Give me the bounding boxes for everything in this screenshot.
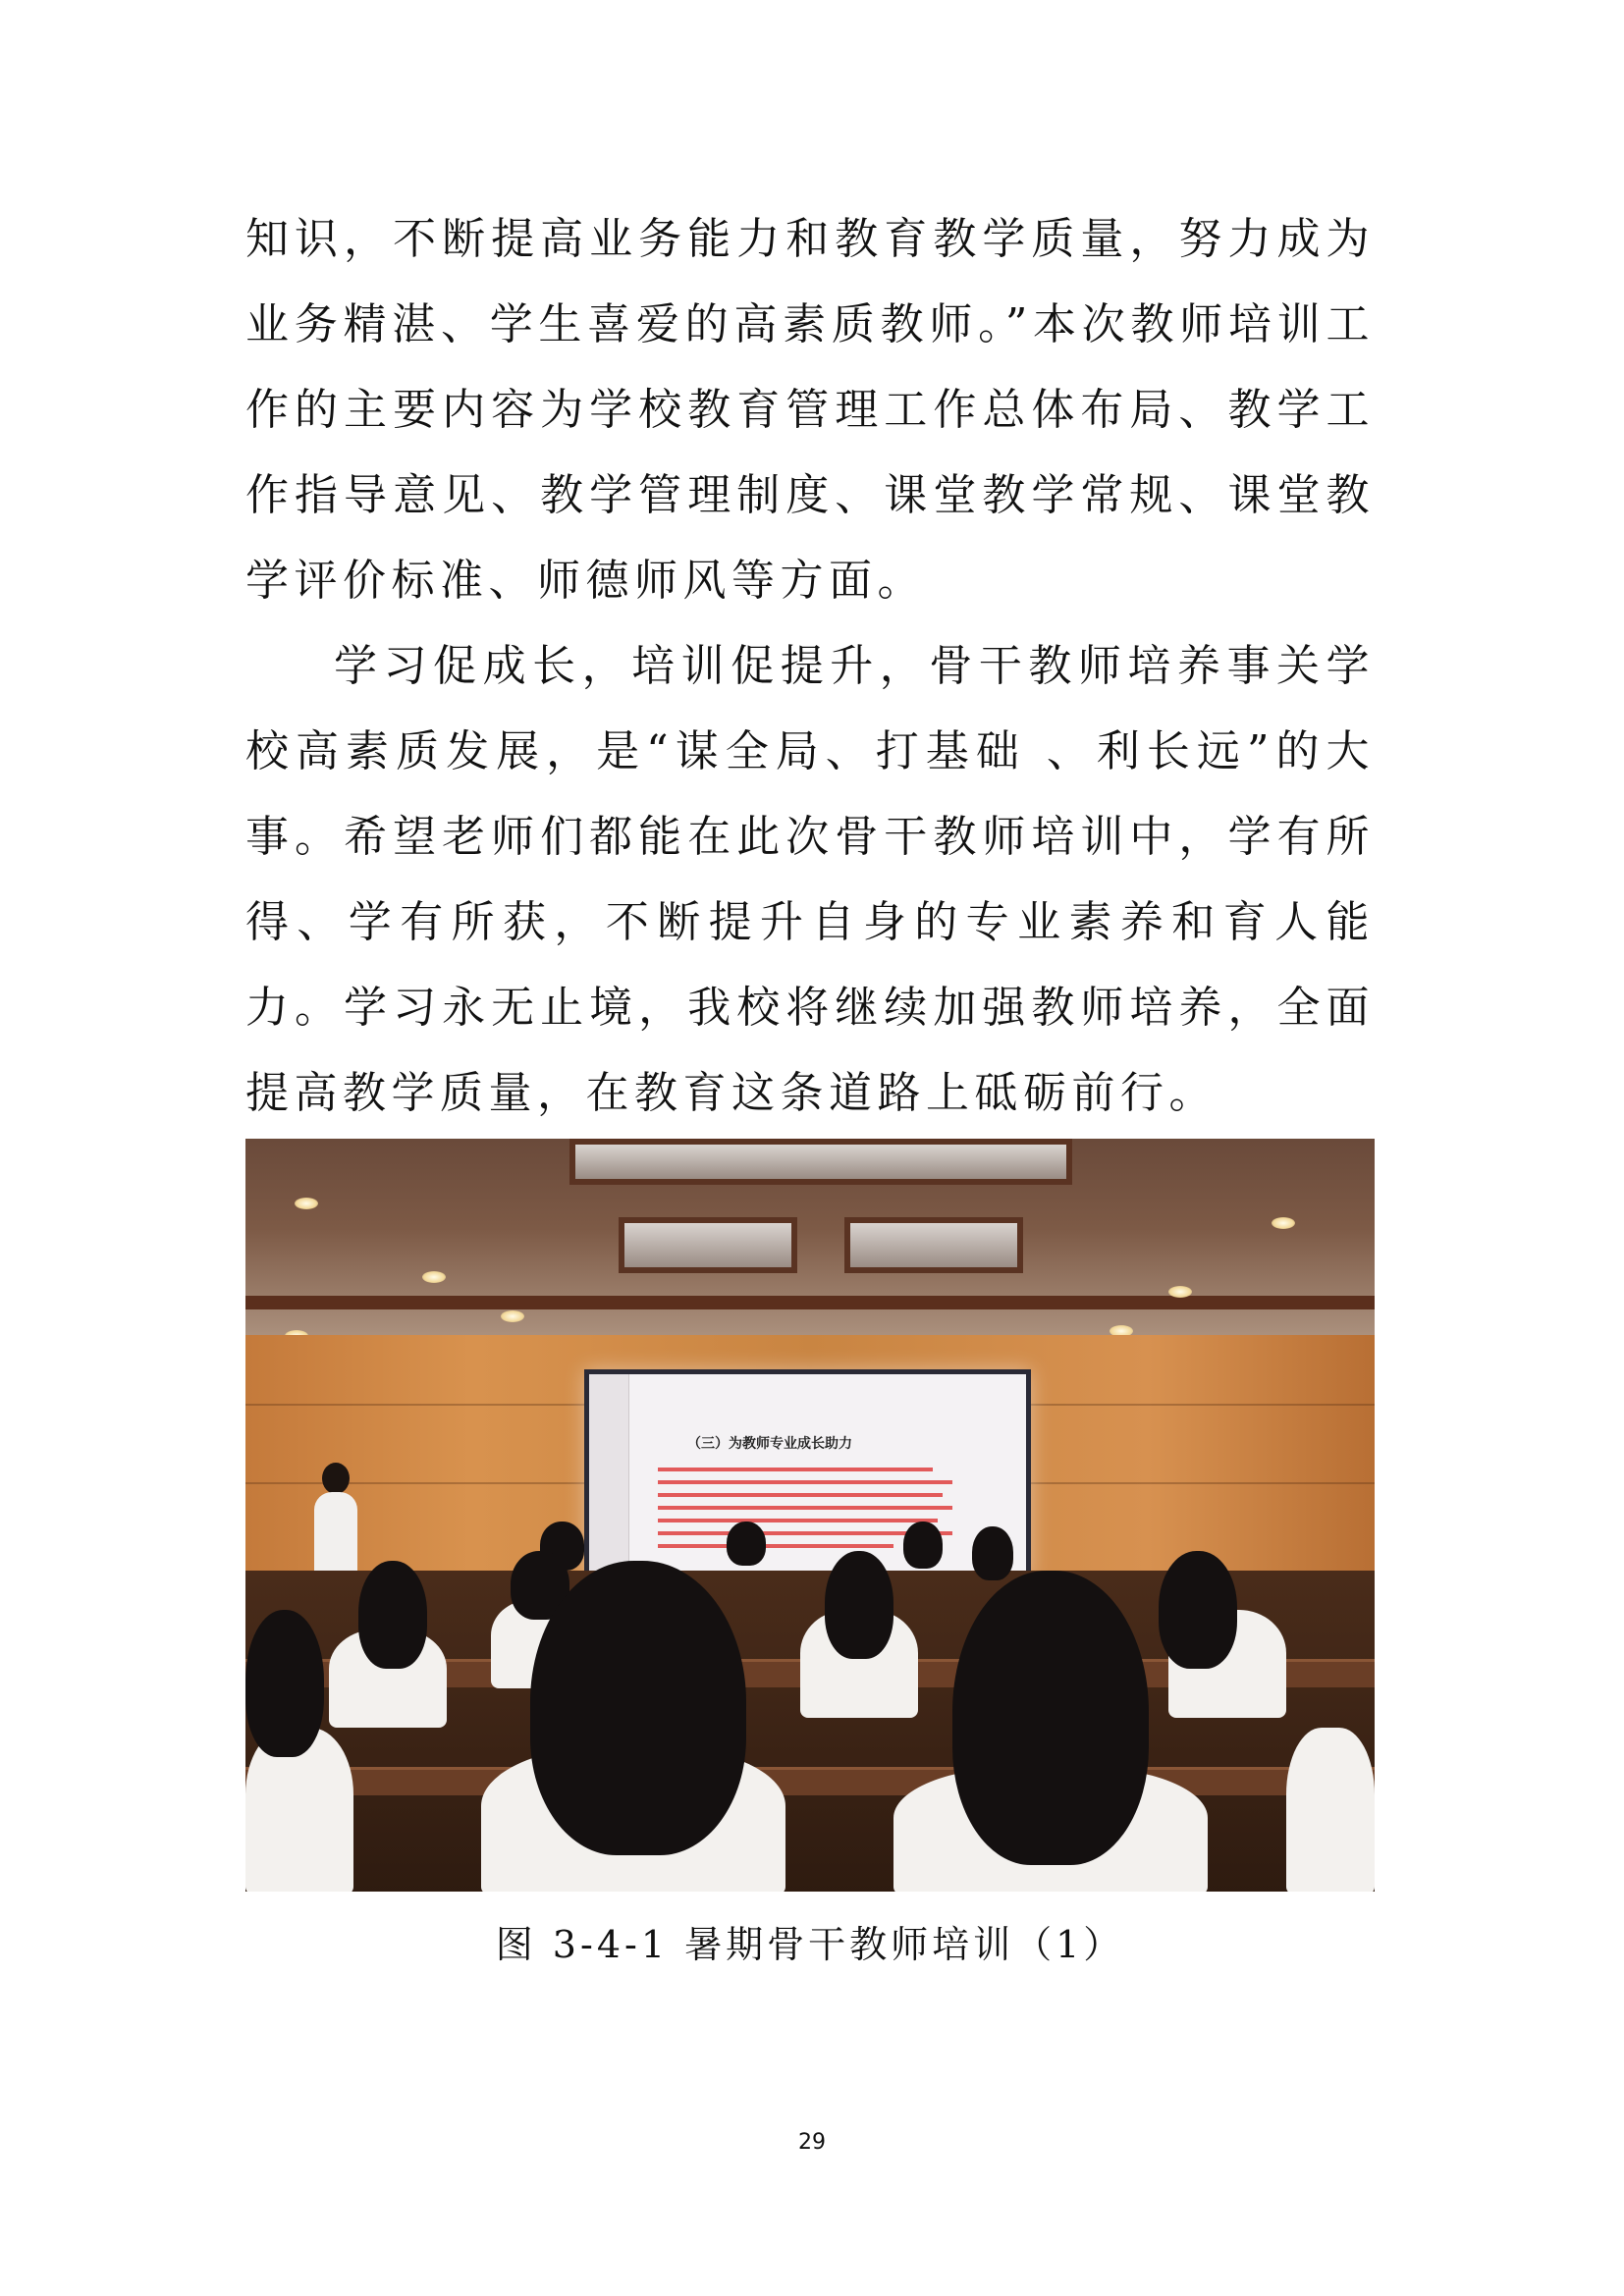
audience-head [245,1610,324,1757]
downlight [1168,1286,1192,1298]
ceiling-panel [844,1217,1023,1273]
body-paragraph-1: 知识，不断提高业务能力和教育教学质量，努力成为业务精湛、学生喜爱的高素质教师。”本次教师培训工作的主要内容为学校教育管理工作总体布局、教学工作指导意见、教学管理制度、课堂教学常规、课堂教学评价标准、师德师风等方面。 [245,214,1375,606]
slide-thumbnails [589,1374,629,1575]
projector-screen [584,1369,1031,1580]
page-number: 29 [798,2130,826,2155]
downlight [501,1310,524,1322]
audience-head [727,1522,766,1566]
audience-head [972,1526,1013,1580]
slide-title: （三）为教师专业成长助力 [687,1436,852,1452]
body-paragraph-2: 学习促成长，培训促提升，骨干教师培养事关学校高素质发展，是“谋全局、打基础 、利长远”的大事。希望老师们都能在此次骨干教师培训中，学有所得、学有所获，不断提升自身的专业素养和育人能力。学习永无止境，我校将继续加强教师培养，全面提高教学质量，在教育这条道路上砥砺前行。 [245,641,1375,1118]
figure-caption: 图 3-4-1 暑期骨干教师培训（1） [495,1923,1125,1966]
downlight [422,1271,446,1283]
audience-head [903,1522,943,1569]
audience-head [1159,1551,1237,1669]
audience-head [358,1561,427,1669]
audience-head [952,1571,1149,1865]
training-photo [245,1139,1375,1892]
audience-head [530,1561,746,1855]
ceiling-beam [245,1296,1375,1309]
audience-member [1286,1728,1375,1892]
ceiling-panel [569,1139,1072,1185]
speaker-body [314,1492,357,1575]
audience-head [825,1551,893,1659]
ceiling-panel [619,1217,797,1273]
downlight [1272,1217,1295,1229]
downlight [295,1198,318,1209]
speaker [322,1463,350,1494]
desk-row [245,1767,1375,1795]
